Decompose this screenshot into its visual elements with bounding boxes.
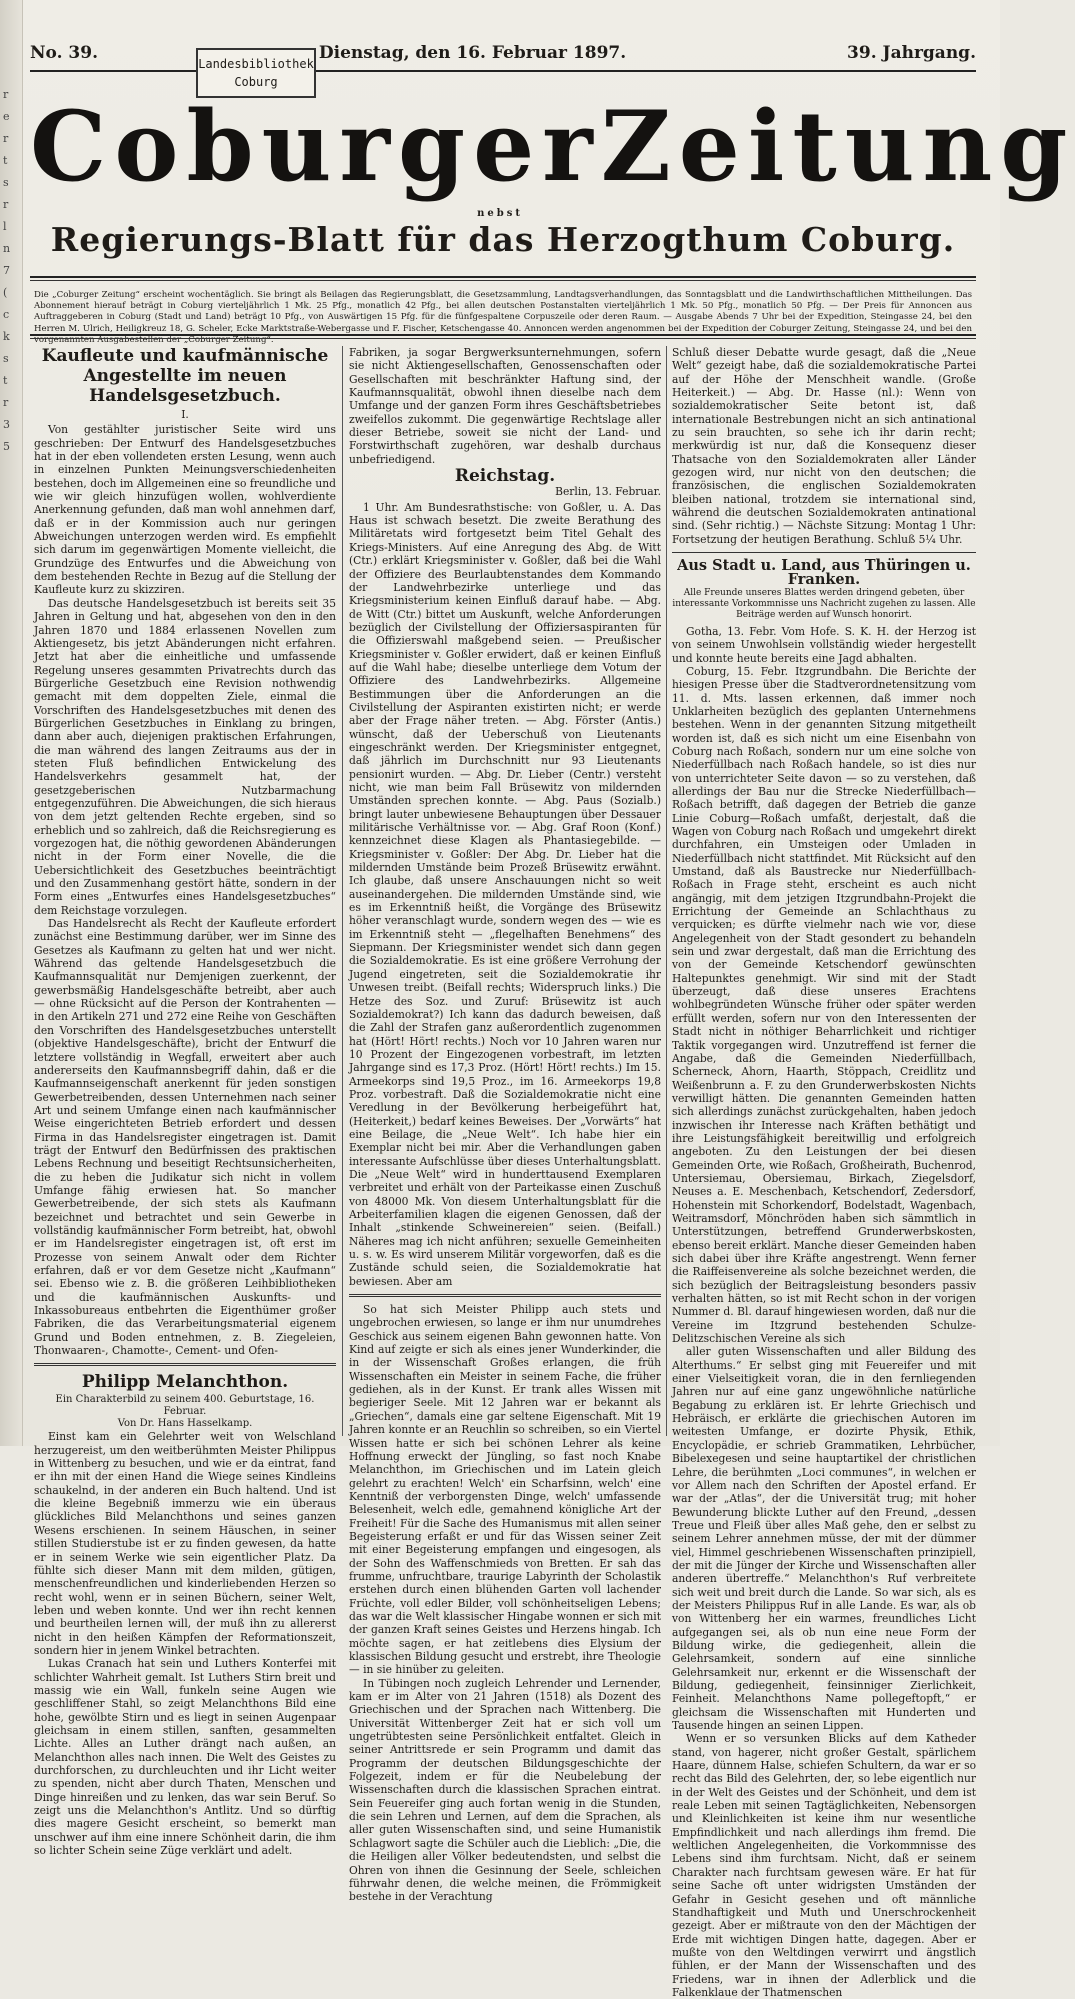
edge-fragment: t (3, 374, 8, 387)
column-divider-2 (666, 346, 667, 1436)
article-paragraph: Wenn er so versunken Blicks auf dem Katheder stand, von hagerer, nicht großer Gestalt, spärlichem Haare, dünnem Halse, schiefen Schultern, da war er so recht das Bild des Gelehrten, der, so lebe eigentlich nur in der Welt des Geistes und der Schönheit, und dem ist reale Leben mit seinen Tagtäglichkeiten, Nebensorgen und Kleinlichkeiten ist keine ihm nur wesentliche Empfindlichkeit und nach allerdings ihm fremd. Die weltlichen Angelegenheiten, die Vorkommnisse des Lebens sind ihm furchtsam. Nicht, daß er seinem Charakter nach furchtsam gewesen wäre. Er hat für seine Sache oft unter widrigsten Umständen der Gefahr in Gesicht gesehen und oft männliche Standhaftigkeit und Muth und Unerschrockenheit gezeigt. Aber er mißtraute von den der Mächtigen der Erde mit wichtigen Dingen hatte, dagegen. Aber er mußte von den Weltdingen verwirrt und ängstlich fühlen, er der Mann der Wissenschaften und des Friedens, war in ihnen der Adlerblick und die Falkenklaue der Thatmenschen (672, 1732, 976, 1999)
masthead-right-word: Zeitung (600, 90, 1075, 203)
masthead-left-word: Coburger (30, 90, 601, 203)
issue-header (30, 36, 976, 72)
masthead (30, 82, 1075, 212)
local-news-body (672, 625, 976, 1999)
article-melanchthon-title: Philipp Melanchthon. (81, 1372, 289, 1393)
reichstag-title: Reichstag. (454, 466, 556, 487)
article-paragraph: Gotha, 13. Febr. Vom Hofe. S. K. H. der Herzog ist von seinem Unwohlsein vollständig wieder hergestellt und konnte heute bereits eine Jagd abhalten. (672, 624, 976, 665)
article-paragraph: Von gestählter juristischer Seite wird uns geschrieben: Der Entwurf des Handelsgesetzbuches hat in der eben vollendeten ersten Lesung, wenn auch in einzelnen Punkten Meinungsverschiedenheiten bestehen, doch im Allgemeinen eine so freundliche und wie wir gleich hinzufügen wollen, wohlverdiente Anerkennung gefunden, daß man wohl annehmen darf, daß er in der Kommission auch nur geringen Abweichungen unterzogen werden wird. Es empfiehlt sich darum im gegenwärtigen Momente vielleicht, die Grundzüge des Entwurfes und die Abweichung von dem bestehenden Rechte in Bezug auf die Stellung der Kaufleute kurz zu skizziren. (34, 423, 336, 597)
edge-fragment: 3 (3, 418, 10, 431)
edge-fragment: l (3, 220, 7, 233)
rule-top (30, 276, 976, 278)
article-paragraph: In Tübingen noch zugleich Lehrender und Lernender, kam er im Alter von 21 Jahren (1518) als Dozent des Griechischen und der Sprachen nach Wittenberg. Die Universität Wittenberger Zeit hat er sich voll um ungetrübtesten seine Persönlichkeit entfaltet. Gleich in seiner Antrittsrede er sein Programm und damit das Programm der deutschen Bildungsgeschichte der Folgezeit, indem er für die Neubelebung der Wissenschaften durch die klassischen Sprachen eintrat. Sein Feuereifer ging auch fortan wenig in die Stunden, die sein Lehren und Lernen, auf dem die Sprachen, als aller guten Wissenschaften sind, und seine Humanistik Schlagwort sagte die Schüler auch die Lieblich: „Die, die die Heiligen aller Völker bedeutendsten, und selbst die Ohren von ihnen die Gesinnung der Seele, schleichen führwahr denen, die welche meinen, die Frömmigkeit bestehe in der Verachtung (349, 1676, 661, 1904)
reichstag-continuation: Schluß dieser Debatte wurde gesagt, daß die „Neue Welt“ gezeigt habe, daß die sozialdemokratische Partei auf der Höhe der Menschheit wandle. (Große Heiterkeit.) — Abg. Dr. Hasse (nl.): Wenn von sozialdemokratischer Seite betont ist, daß internationale Bestrebungen nicht an sich antinational zu sein brauchten, so sehe ich ihr darin recht; merkwürdig ist nur, daß die Konsequenz dieser Thatsache von den Sozialdemokraten aller Länder gezogen wird, nur nicht von den deutschen; die französischen, die englischen Sozialdemokraten bleiben national, trotzdem sie international sind, während die deutschen Sozialdemokraten antinational sind. (Sehr richtig.) — Nächste Sitzung: Montag 1 Uhr: Fortsetzung der heutigen Berathung. Schluß 5¼ Uhr. (672, 346, 976, 546)
edge-fragment: 7 (3, 264, 10, 277)
article-paragraph: Einst kam ein Gelehrter weit von Welschland herzugereist, um den weitberühmten Meister Philippus in Wittenberg zu besuchen, und wie er da eintrat, fand er ihn mit der einen Hand die Wiege seines Kindleins schaukelnd, in der anderen ein Buch haltend. Und ist die kleine Begebniß immerzu wie ein überaus glückliches Bild Melanchthons und seines ganzen Wesens erschienen. In seinem Häuschen, in seiner stillen Studierstube ist er zu finden gewesen, da hatte er in seinem Werke wie sein eigentlicher Platz. Da fühlte sich dieser Mann mit dem milden, gütigen, menschenfreundlichen und kinderliebenden Herzen so recht wohl, wenn er in seinen Büchern, seiner Welt, leben und weben konnte. Und wer ihn recht kennen und beurtheilen lernen will, der muß ihn zu allererst nicht in den heißen Kämpfen der Reformationszeit, sondern hier in jenem Winkel betrachten. (34, 1430, 336, 1657)
edge-fragment: e (3, 110, 10, 123)
local-news-title: Aus Stadt u. Land, aus Thüringen u. Franken. (677, 557, 971, 588)
edge-fragment: 5 (3, 440, 10, 453)
article-commerce-title: Kaufleute und kaufmännische Angestellte im neuen Handelsgesetzbuch. (41, 346, 329, 406)
edge-fragment: r (3, 198, 9, 211)
edge-fragment: n (3, 242, 11, 255)
edge-fragment: r (3, 132, 9, 145)
article-melanchthon-body (34, 1430, 336, 1857)
article-commerce-part: I. (181, 408, 189, 421)
stamp-line-1: Landesbibliothek (198, 57, 314, 71)
melanchthon-continuation (349, 1303, 661, 1903)
masthead-subtitle: Regierungs-Blatt für das Herzogthum Coburg. (50, 220, 956, 259)
edge-fragment: s (3, 176, 9, 189)
issue-number: No. 39. (30, 43, 98, 63)
article-paragraph: Coburg, 15. Febr. Itzgrundbahn. Die Berichte der hiesigen Presse über die Stadtverordnetensitzung vom 11. d. Mts. lassen erkennen, daß immer noch Unklarheiten bezüglich des geplanten Unternehmens bestehen. Wenn in der genannten Sitzung mitgetheilt worden ist, daß es sich nicht um eine Eisenbahn von Coburg nach Roßach, sondern nur um eine solche von Niederfüllbach nach Roßach handele, so ist dies nur von unterrichteter Seite davon — so zu verstehen, daß allerdings der Bau nur die Strecke Niederfüllbach—Roßach betrifft, daß dagegen der Betrieb die ganze Linie Coburg—Roßach umfaßt, derjestalt, daß die Wagen von Coburg nach Roßach und umgekehrt direkt durchfahren, ein Umsteigen oder Umladen in Niederfüllbach nicht stattfindet. Mit Rücksicht auf den Umstand, daß als Baustrecke nur Niederfüllbach-Roßach in Frage steht, erscheint es auch nicht angängig, mit dem jetzigen Itzgrundbahn-Projekt die Errichtung der Gemeinde an Schlachthaus zu verquicken; es dürfte vielmehr nach wie vor, diese Angelegenheit von der Stadt gesondert zu behandeln sein und zwar dergestalt, daß man die Errichtung des von der Gemeinde Ketschendorf gewünschten Haltepunktes genehmigt. Wir sind mit der Stadt überzeugt, daß diese unseres Erachtens wohlbegründeten Wünsche früher oder später werden erfüllt werden, sofern nur von den Interessenten der Stadt nicht in nöthiger Beharrlichkeit und richtiger Taktik vorgegangen wird. Unzutreffend ist ferner die Angabe, daß die Gemeinden Niederfüllbach, Scherneck, Ahorn, Haarth, Stöppach, Creidlitz und Weißenbrunn a. F. zu den Grunderwerbskosten Nichts verwilligt hätten. Die genannten Gemeinden hatten sich allerdings zunächst zurückgehalten, haben jedoch inzwischen ihr Interesse nach Kräften bethätigt und ihre Leistungsfähigkeit bereitwillig und erfolgreich angeboten. Zu den Leistungen der bei diesen Gemeinden Orte, wie Roßach, Großheirath, Buchenrod, Untersiemau, Obersiemau, Birkach, Ziegelsdorf, Neuses a. E. Meschenbach, Ketschendorf, Zedersdorf, Hohenstein mit Schorkendorf, Bodelstadt, Wagenbach, Weitramsdorf, Mönchröden haben sich sämmtlich in Unterstützungen, betreffend Grunderwerbskosten, ebenso bereit erklärt. Manche dieser Gemeinden haben sich dabei über ihre Kräfte angestrengt. Wenn ferner die Raiffeisenvereine als solche bezeichnet werden, die sich bezüglich der Beitragsleistung besonders passiv verhalten hätten, so ist mit Recht schon in der vorigen Nummer d. Bl. darauf hingewiesen worden, daß nur die Vereine im Itzgrund bestehenden Schulze-Delitzschischen Vereine als sich (672, 664, 976, 1346)
editorial-note: Alle Freunde unseres Blattes werden dringend gebeten, über interessante Vorkommnisse uns Nachricht zugehen zu lassen. Alle Beiträge werden auf Wunsch honorirt. (672, 587, 976, 620)
reichstag-dateline: Berlin, 13. Februar. (555, 485, 661, 499)
article-paragraph: So hat sich Meister Philipp auch stets und ungebrochen erwiesen, so lange er ihm nur unumdrehes Geschick aus seinem eigenen Bahn gewonnen hatte. Von Kind auf zeigte er sich als eines jener Wunderkinder, die in der Wissenschaft Großes erlangen, die früh Wissenschaften ein Meister in seinem Fache, die früher gediehen, als in der Kunst. Er trank alles Wissen mit begieriger Seele. Mit 12 Jahren war er bekannt als „Griechen“, damals eine gar seltene Eigenschaft. Mit 19 Jahren konnte er an Reuchlin so schreiben, so ein Viertel Wissen hatte er sich bei schönen Lehrer als keine Hoffnung erweckt der Jüngling, so fast noch Knabe Melanchthon, im Griechischen und im Latein gleich gelehrt zu erachten! Welch' ein Scharfsinn, welch' eine Kenntniß der verborgensten Dinge, welch' umfassende Belesenheit, welch edle, gemahnend königliche Art der Freiheit! Für die Sache des Humanismus mit allen seiner Begeisterung erfaßt er und für das Wissen seiner Zeit mit einer Begeisterung empfangen und eingesogen, als der Sohn des Waffenschmieds von Bretten. Er sah das frumme, unfruchtbare, traurige Labyrinth der Scholastik erstehen durch einen blühenden Garten voll lachender Früchte, voll edler Bilder, voll schönheitseligen Lebens; das war die Welt klassischer Hingabe wonnen er sich mit der ganzen Kraft seines Geistes und Herzens hingab. Ich möchte sagen, er hat zeitlebens dies Elysium der klassischen Bildung gesucht und erstrebt, ihre Theologie — in sie hinüber zu geleiten. (349, 1303, 661, 1677)
article-paragraph: Das Handelsrecht als Recht der Kaufleute erfordert zunächst eine Bestimmung darüber, wer im Sinne des Gesetzes als Kaufmann zu gelten hat und wer nicht. Während das geltende Handelsgesetzbuch die Kaufmannsqualität nur Demjenigen zuerkennt, der gewerbsmäßig Handelsgeschäfte betreibt, aber auch — ohne Rücksicht auf die Person der Kontrahenten — in den Artikeln 271 und 272 eine Reihe von Geschäften den Vorschriften des Handelsgesetzbuches unterstellt (objektive Handelsgeschäfte), bricht der Entwurf die letztere vollständig in Wegfall, erweitert aber auch andererseits den Kaufmannsbegriff dahin, daß er die Kaufmannseigenschaft anerkennt für jeden sonstigen Gewerbetreibenden, dessen Unternehmen nach seiner Art und seinem Umfange einen nach kaufmännischer Weise eingerichteten Betrieb erfordert und dessen Firma in das Handelsregister eingetragen ist. Damit trägt der Entwurf den Bedürfnissen des praktischen Lebens Rechnung und beseitigt Rechtsunsicherheiten, die zu heben die Judikatur sich nicht in vollem Umfange fähig erwiesen hat. So mancher Gewerbetreibende, der sich stets als Kaufmann bezeichnet und betrachtet und sein Gewerbe in vollständig kaufmännischer Form betreibt, hat, obwohl er im Handelsregister eingetragen ist, oft erst im Prozesse von seinem Anwalt oder dem Richter erfahren, daß er vor dem Gesetze nicht „Kaufmann“ sei. Ebenso wie z. B. die größeren Leihbibliotheken und die kaufmännischen Auskunfts- und Inkassobureaus entbehrten die Eigenthümer großer Fabriken, die das Verarbeitungsmaterial eigenem Grund und Boden entnehmen, z. B. Ziegeleien, Thonwaaren-, Chamotte-, Cement- und Ofen- (34, 917, 336, 1358)
column-divider-1 (342, 346, 343, 1436)
masthead-connector: nebst (477, 208, 523, 219)
article-melanchthon-author: Von Dr. Hans Hasselkamp. (117, 1418, 253, 1430)
rule-columns (30, 334, 976, 336)
article-commerce-continuation: Fabriken, ja sogar Bergwerksunternehmungen, sofern sie nicht Aktiengesellschaften, Genossenschaften oder Gesellschaften mit beschränkter Haftung sind, der Kaufmannsqualität, obwohl ihnen dieselbe nach dem Umfange und der ganzen Form ihres Geschäftsbetriebes zweifellos zukommt. Die gegenwärtige Rechtslage aller dieser Betriebe, soweit sie nicht der Land- und Forstwirthschaft zugehören, war deshalb durchaus unbefriedigend. (349, 346, 661, 466)
article-paragraph: Lukas Cranach hat sein und Luthers Konterfei mit schlichter Wahrheit gemalt. Ist Luthers Stirn breit und massig wie ein Wall, funkeln seine Augen wie geschliffener Stahl, so zeigt Melanchthons Bild eine hohe, gewölbte Stirn und es liegt in seinen Augenpaar gleichsam in einem stillen, sanften, gesammelten Lichte. Alles an Luther drängt nach außen, an Melanchthon alles nach innen. Die Welt des Geistes zu durchforschen, zu durchleuchten und ihr Licht weiter zu spenden, nicht aber durch Thaten, Menschen und Dinge hinreißen und zu lenken, das war sein Beruf. So zeigt uns die Melanchthon's Antlitz. Und so dürftig dies magere Gesicht erscheint, so bemerkt man unschwer auf ihm eine innere Schönheit darin, die ihm so lichter Schein seine Züge verklärt und adelt. (34, 1657, 336, 1858)
edge-fragment: r (3, 396, 9, 409)
edge-fragment: ( (3, 286, 8, 299)
reichstag-body (349, 501, 661, 1288)
edge-fragment: r (3, 88, 9, 101)
edge-fragment: t (3, 154, 8, 167)
issue-volume: 39. Jahrgang. (847, 43, 976, 63)
edge-fragment: c (3, 308, 10, 321)
article-separator (34, 1363, 336, 1366)
column-3 (672, 346, 976, 1999)
article-paragraph: Das deutsche Handelsgesetzbuch ist bereits seit 35 Jahren in Geltung und hat, abgesehen von den in den Jahren 1870 und 1884 erlassenen Novellen zum Aktiengesetz, bis jetzt Abänderungen nicht erfahren. Jetzt hat aber die einheitliche und umfassende Regelung unseres gesammten Privatrechts durch das Bürgerliche Gesetzbuch eine Revision nothwendig gemacht mit dem doppelten Ziele, einmal die Vorschriften des Handelsgesetzbuches mit denen des Bürgerlichen Gesetzbuches in Einklang zu bringen, dann aber auch, diejenigen praktischen Erfahrungen, die man während des langen Zeitraums aus der in steten Fluß befindlichen Entwickelung des Handelsverkehrs gesammelt hat, der gesetzgeberischen Nutzbarmachung entgegenzuführen. Die Abweichungen, die sich hieraus von dem jetzt geltenden Rechte ergeben, sind so erheblich und so zahlreich, daß die Reichsregierung es vorgezogen hat, die nöthig gewordenen Abänderungen nicht in der Form einer Novelle, die die Uebersichtlichkeit des Gesetzbuches beeinträchtigt und den Zusammenhang gestört hätte, sondern in der Form eines „Entwurfes eines Handelsgesetzbuches“ dem Reichstage vorzulegen. (34, 596, 336, 917)
section-separator (672, 552, 976, 553)
edge-fragment: s (3, 352, 9, 365)
article-commerce-body (34, 423, 336, 1357)
rule-top-thin (30, 280, 976, 281)
article-melanchthon-subtitle: Ein Charakterbild zu seinem 400. Geburtstage, 16. Februar. (55, 1394, 315, 1418)
issue-date: Dienstag, den 16. Februar 1897. (318, 43, 627, 63)
rule-columns-thin (30, 338, 976, 339)
stamp-line-2: Coburg (234, 75, 278, 89)
edge-fragment: k (3, 330, 10, 343)
subscription-notice: Die „Coburger Zeitung“ erscheint wochentäglich. Sie bringt als Beilagen das Regierungsblatt, die Gesetzsammlung, Landtagsverhandlungen, das Sonntagsblatt und die Landwirthschaftlichen Mittheilungen. Das Abonnement hierauf beträgt in Coburg vierteljährlich 1 Mk. 25 Pfg., monatlich 42 Pfg., bei allen deutschen Postanstalten vierteljährlich 1 Mk. 50 Pfg., monatlich 50 Pfg. — Der Preis für Annoncen aus Auftraggeberen in Coburg (Stadt und Land) beträgt 10 Pfg., von Auswärtigen 15 Pfg. für die fünfgespaltene Corpuszeile oder deren Raum. — Ausgabe Abends 7 Uhr bei der Expedition, Steingasse 24, bei den Herren M. Ulrich, Heiligkreuz 18, G. Scheler, Ecke Marktstraße-Webergasse und F. Fischer, Ketschengasse 40. Annoncen werden angenommen bei der Expedition der Coburger Zeitung, Steingasse 24, und bei den vorgenannten Ausgabestellen der „Coburger Zeitung“. (34, 290, 972, 345)
article-paragraph: 1 Uhr. Am Bundesrathstische: von Goßler, u. A. Das Haus ist schwach besetzt. Die zweite Berathung des Militäretats wird fortgesetzt beim Titel Gehalt des Kriegs-Ministers. Auf eine Anregung des Abg. de Witt (Ctr.) erklärt Kriegsminister v. Goßler, daß bei die Wahl der Offiziere des Beurlaubtenstandes dem Kommando der Landwehrbezirke unterliege und das Kriegsministerium keinen Einfluß darauf habe. — Abg. de Witt (Ctr.) bittet um Auskunft, welche Anforderungen bezüglich der Civilstellung der Offiziersaspiranten für die Offizierswahl maßgebend seien. — Preußischer Kriegsminister v. Goßler erwidert, daß er keinen Einfluß auf die Wahl habe; dieselbe unterliege dem Votum der Offiziere des Landwehrbezirks. Allgemeine Bestimmungen über die Anforderungen an die Civilstellung der Aspiranten existirten nicht; er werde aber der Frage näher treten. — Abg. Förster (Antis.) wünscht, daß der Ueberschuß von Lieutenants eingeschränkt werden. Der Kriegsminister entgegnet, daß jährlich im Durchschnitt nur 93 Lieutenants pensionirt wurden. — Abg. Dr. Lieber (Centr.) versteht nicht, wie man beim Fall Brüsewitz von mildernden Umständen sprechen konnte. — Abg. Paus (Sozialb.) bringt lauter unbewiesene Behauptungen über Dessauer militärische Verhältnisse vor. — Abg. Graf Roon (Konf.) kennzeichnet diese Klagen als Phantasiegebilde. — Kriegsminister v. Goßler: Der Abg. Dr. Lieber hat die mildernden Umstände beim Prozeß Brüsewitz erwähnt. Ich glaube, daß unsere Anschauungen nicht so weit auseinandergehen. Die mildernden Umstände sind, wie es im Erkenntniß heißt, die Vorgänge des Brüsewitz höher veranschlagt wurde, sondern wegen des — wie es im Erkenntniß steht — „flegelhaften Benehmens“ des Siepmann. Der Kriegsminister wendet sich dann gegen die Sozialdemokratie. Es ist eine größere Verrohung der Jugend eingetreten, seit die Sozialdemokratie ihr Unwesen treibt. (Beifall rechts; Widerspruch links.) Die Hetze des Soz. und Zuruf: Brüsewitz ist auch Sozialdemokrat?) Ich kann das dadurch beweisen, daß die Zahl der Strafen ganz außerordentlich zugenommen hat (Hört! Hört! rechts.) Noch vor 10 Jahren waren nur 10 Prozent der Eingezogenen vorbestraft, im letzten Jahrgange sind es 17,3 Proz. (Hört! Hört! rechts.) Im 15. Armeekorps sind 19,5 Proz., im 16. Armeekorps 19,8 Proz. vorbestraft. Daß die Sozialdemokratie nicht eine Veredlung in der Bevölkerung herbeigeführt hat, (Heiterkeit,) bedarf keines Beweises. Der „Vorwärts“ hat eine Beilage, die „Neue Welt“. Ich habe hier ein Exemplar nicht bei mir. Aber die Verhandlungen gaben interessante Aufschlüsse über dieses Unterhaltungsblatt. Die „Neue Welt“ wird in hunderttausend Exemplaren verbreitet und erhält von der Parteikasse einen Zuschuß von 48000 Mk. Von diesem Unterhaltungsblatt für die Arbeiterfamilien klagen die eigenen Genossen, daß der Inhalt „stinkende Schweinereien“ seien. (Beifall.) Näheres mag ich nicht anführen; sexuelle Gemeinheiten u. s. w. Es wird unserem Militär vorgeworfen, daß es die Zustände schuld seien, die Sozialdemokratie hat bewiesen. Aber am (349, 500, 661, 1288)
article-paragraph: aller guten Wissenschaften und aller Bildung des Alterthums.“ Er selbst ging mit Feuereifer und mit einer Vielseitigkeit voran, die in den fernliegenden Jahren nur auf eine ganz ungewöhnliche natürliche Begabung zu erklären ist. Er lehrte Griechisch und Hebräisch, er erklärte die griechischen Autoren im weitesten Umfange, er dozirte Physik, Ethik, Encyclopädie, er schrieb Grammatiken, Lehrbücher, Bibelexegesen und seine hauptartikel der christlichen Lehre, die berühmten „Loci communes“, in welchen er vor Allem nach den Schriften der Apostel erfand. Er war der „Atlas“, der die Universität trug; mit hoher Bewunderung blickte Luther auf den Freund, „dessen Treue und Fleiß über alles Maß gehe, den er selbst zu seinem Lehrer annehmen müsse, der mit der dümmer viel, Himmel geschriebenen Wissenschaften prinzipiell, der mit die Jünger der Kirche und Wissenschaften aller anderen übertreffe.“ Melanchthon's Ruf verbreitete sich weit und breit durch die Lande. So war sich, als es der Meisters Philippus Ruf in alle Lande. Es war, als ob von Wittenberg her ein warmes, freundliches Licht aufgegangen sei, als ob nun eine neue Form der Bildung wirke, die gediegenheit, allein die Gelehrsamkeit, sondern auf eine sinnliche Gelehrsamkeit nur, erkennt er die Wissenschaft der Bildung, gediegenheit, feinsinniger Zierlichkeit, Feinheit. Melanchthons Name pollegeftopft,“ er gleichsam die Wissenschaften mit Hunderten und Tausende hingen an seinen Lippen. (672, 1345, 976, 1733)
feuilleton-separator (349, 1294, 661, 1297)
column-2 (349, 346, 661, 1904)
column-1 (34, 346, 336, 1858)
